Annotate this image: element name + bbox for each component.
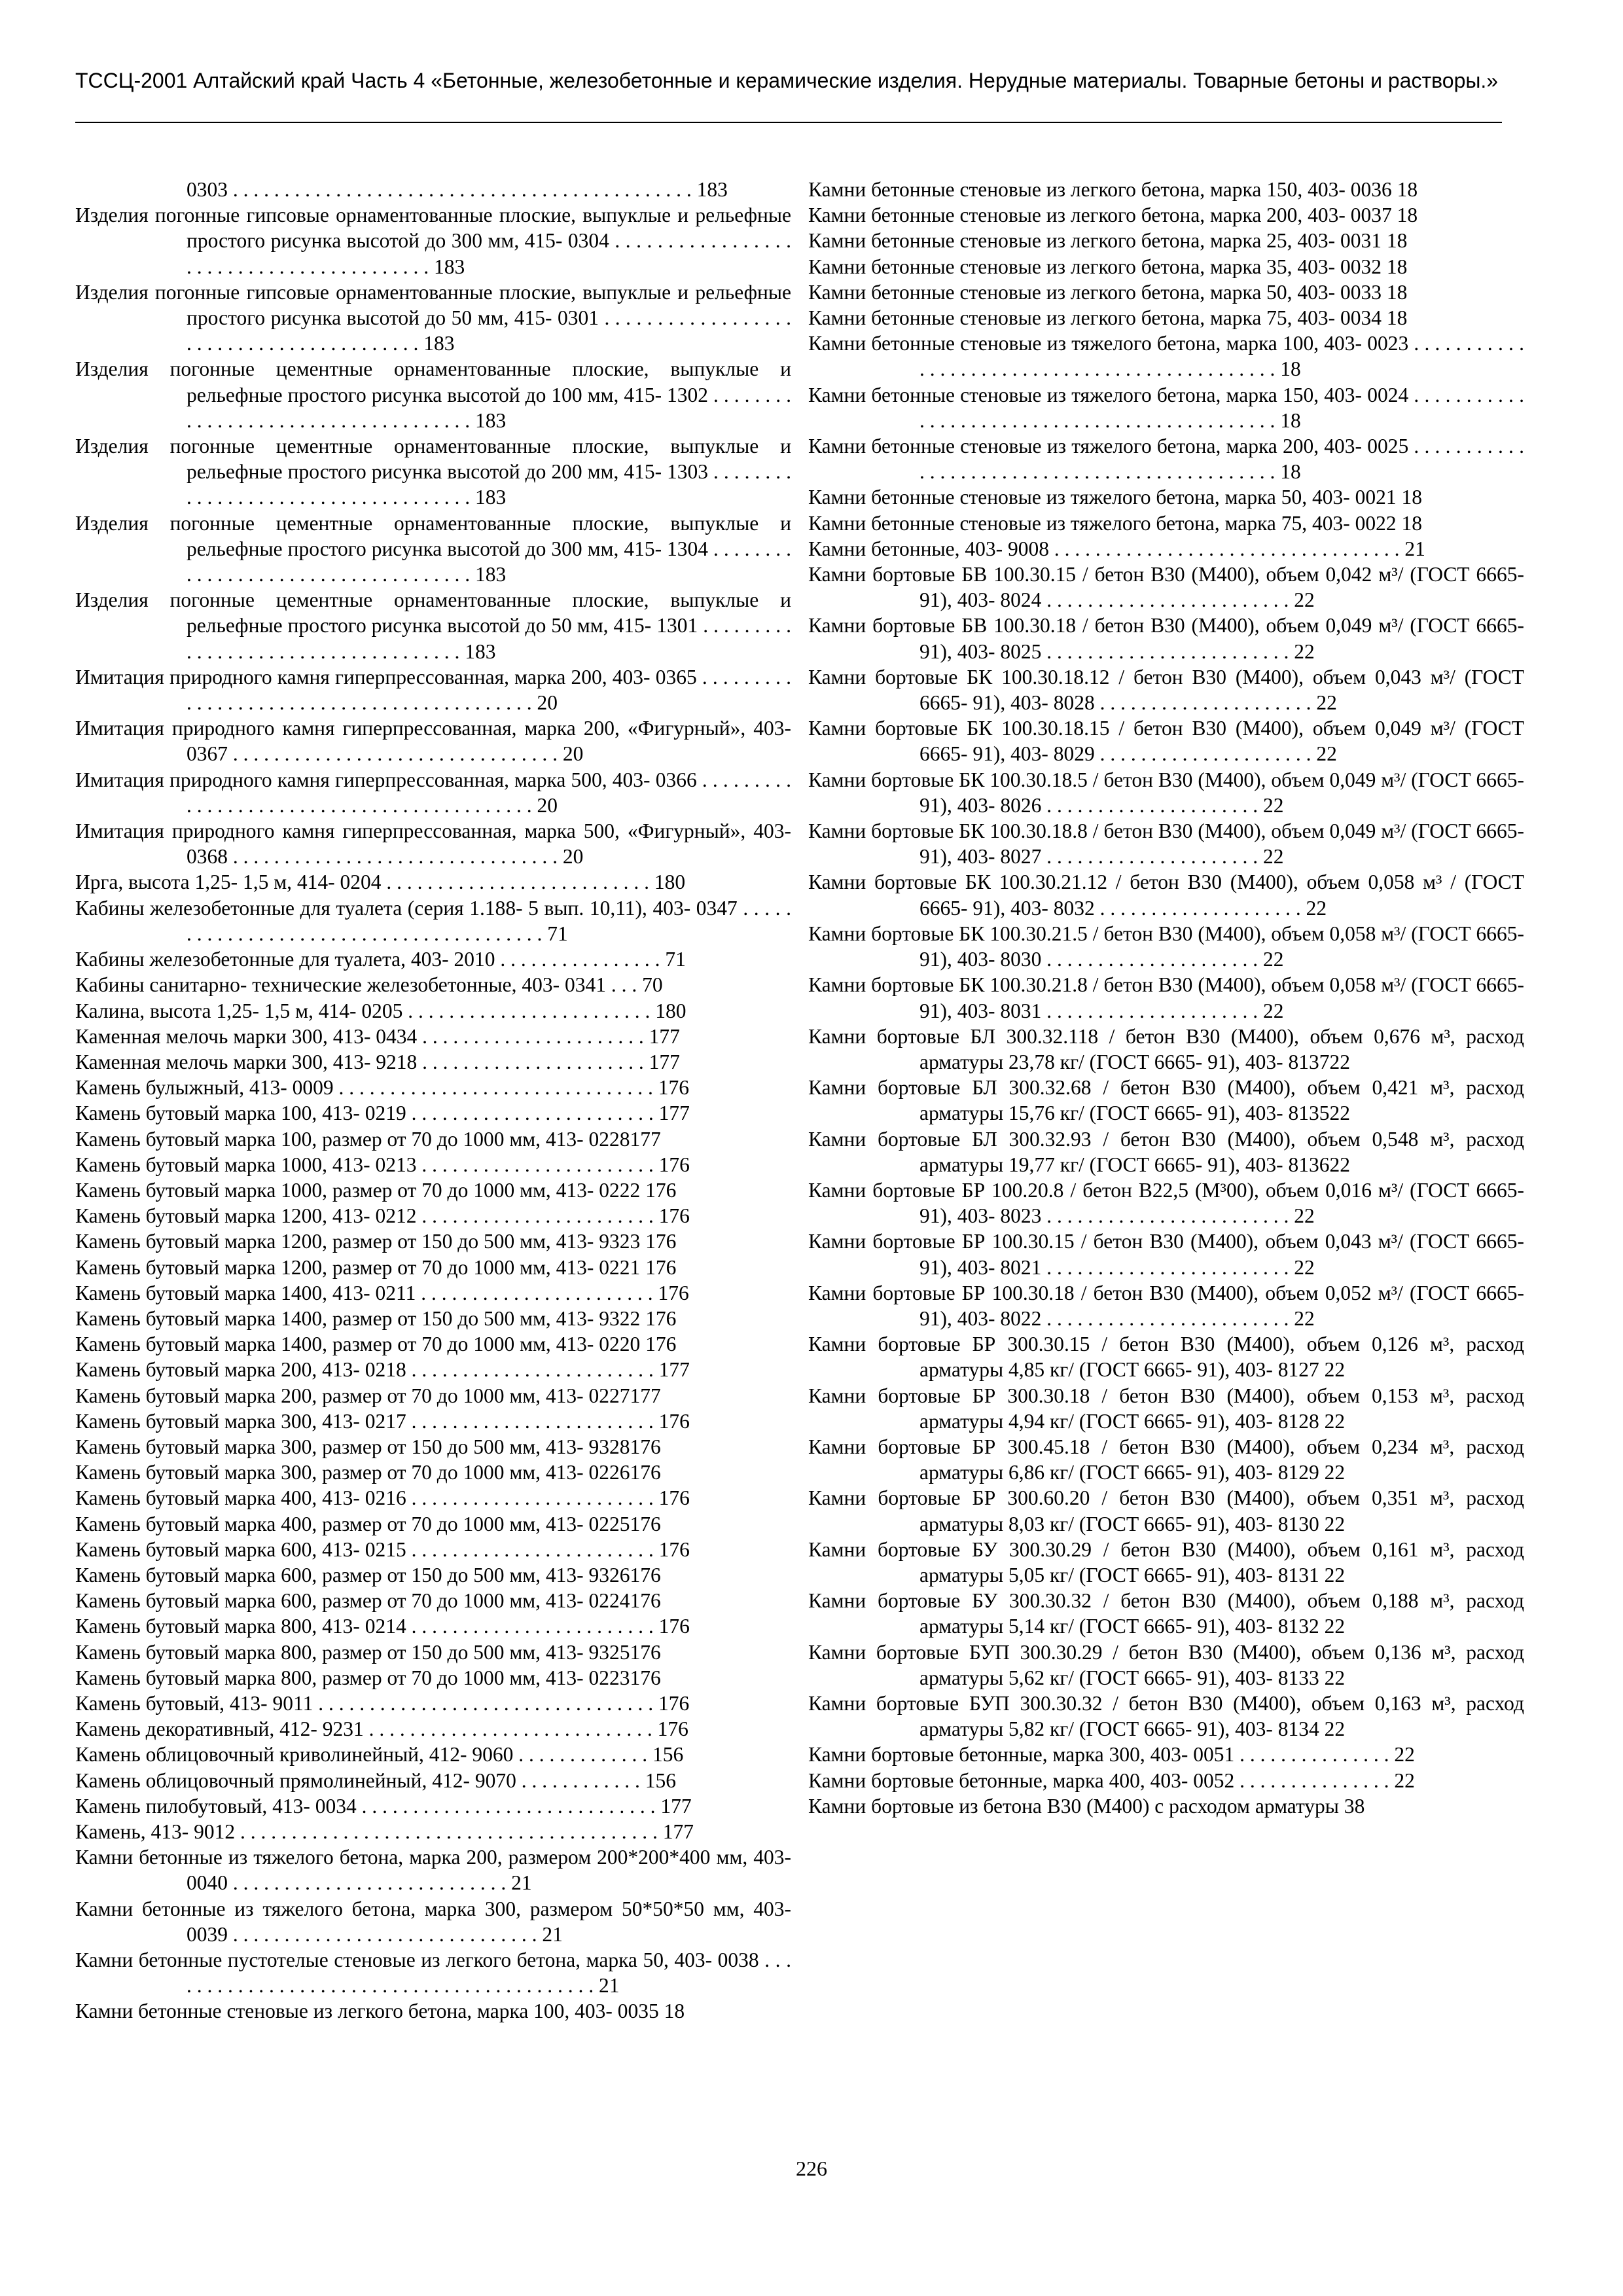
index-entry: Камень бутовый марка 1200, размер от 150 до 500 мм, 413- 9323 176 bbox=[75, 1230, 677, 1253]
index-entry: Камни бетонные стеновые из тяжелого бетона, марка 50, 403- 0021 18 bbox=[808, 486, 1422, 509]
index-entry: Изделия погонные гипсовые орнаментованные плоские, выпуклые и рельефные простого рисунка высотой до 50 мм, 415- 0301 . . . . . . . . . . . . . . . . . . . . . . . . . . . . . . . . . . . . . . . . . 183 bbox=[75, 280, 791, 355]
index-entry: Кабины санитарно- технические железобетонные, 403- 0341 . . . 70 bbox=[75, 973, 663, 997]
index-entry: Камень облицовочный прямолинейный, 412- 9070 . . . . . . . . . . . . 156 bbox=[75, 1768, 676, 1792]
index-entry: Камни бортовые БВ 100.30.18 / бетон В30 (М400), объем 0,049 м³/ (ГОСТ 6665- 91), 403- 8025 . . . . . . . . . . . . . . . . . . . . . . . . 22 bbox=[808, 614, 1524, 663]
index-entry: Камни бортовые БВ 100.30.15 / бетон В30 (М400), объем 0,042 м³/ (ГОСТ 6665- 91), 403- 8024 . . . . . . . . . . . . . . . . . . . . . . . . 22 bbox=[808, 563, 1524, 612]
index-entry: Камни бетонные стеновые из легкого бетона, марка 35, 403- 0032 18 bbox=[808, 255, 1408, 278]
index-entry: Камни бортовые БК 100.30.21.5 / бетон В30 (М400), объем 0,058 м³/ (ГОСТ 6665- 91), 403- 8030 . . . . . . . . . . . . . . . . . . . . . 22 bbox=[808, 922, 1524, 971]
index-column-right bbox=[808, 177, 1524, 1819]
index-entry: Камни бортовые БУП 300.30.29 / бетон В30 (М400), объем 0,136 м³, расход арматуры 5,62 кг/ (ГОСТ 6665- 91), 403- 8133 22 bbox=[808, 1640, 1524, 1689]
index-entry: Изделия погонные цементные орнаментованные плоские, выпуклые и рельефные простого рисунка высотой до 300 мм, 415- 1304 . . . . . . . . . . . . . . . . . . . . . . . . . . . . . . . . . . . . 183 bbox=[75, 511, 791, 586]
index-entry: Камни бетонные стеновые из тяжелого бетона, марка 200, 403- 0025 . . . . . . . . . . . . . . . . . . . . . . . . . . . . . . . . . . . . . . . . . . . . . . 18 bbox=[808, 435, 1524, 484]
index-entry: Калина, высота 1,25- 1,5 м, 414- 0205 . . . . . . . . . . . . . . . . . . . . . . . . 180 bbox=[75, 999, 687, 1022]
index-entry: Камень бутовый марка 600, 413- 0215 . . . . . . . . . . . . . . . . . . . . . . . . 176 bbox=[75, 1537, 690, 1561]
index-entry: Имитация природного камня гиперпрессованная, марка 500, 403- 0366 . . . . . . . . . . . . . . . . . . . . . . . . . . . . . . . . . . . . . . . . . . . 20 bbox=[75, 768, 791, 817]
index-entry: Изделия погонные цементные орнаментованные плоские, выпуклые и рельефные простого рисунка высотой до 100 мм, 415- 1302 . . . . . . . . . . . . . . . . . . . . . . . . . . . . . . . . . . . . 183 bbox=[75, 357, 791, 432]
index-entry: Камень бутовый марка 400, размер от 70 до 1000 мм, 413- 0225176 bbox=[75, 1512, 661, 1535]
page-number: 226 bbox=[796, 2157, 827, 2180]
index-entry: Камни бортовые бетонные, марка 400, 403- 0052 . . . . . . . . . . . . . . . 22 bbox=[808, 1768, 1415, 1792]
index-entry: Камни бетонные стеновые из тяжелого бетона, марка 75, 403- 0022 18 bbox=[808, 511, 1422, 535]
index-entry: Камни бетонные из тяжелого бетона, марка 300, размером 50*50*50 мм, 403- 0039 . . . . . . . . . . . . . . . . . . . . . . . . . . . . . . 21 bbox=[75, 1897, 791, 1946]
page-header: ТССЦ-2001 Алтайский край Часть 4 «Бетонные, железобетонные и керамические изделия. Нерудные материалы. Товарные бетоны и растворы.» bbox=[75, 69, 1499, 92]
index-entry: Камни бортовые из бетона В30 (М400) с расходом арматуры 38 bbox=[808, 1794, 1365, 1818]
index-entry: Камни бортовые БЛ 300.32.93 / бетон В30 (М400), объем 0,548 м³, расход арматуры 19,77 кг/ (ГОСТ 6665- 91), 403- 813622 bbox=[808, 1127, 1524, 1176]
index-entry: Камни бортовые БР 300.30.15 / бетон В30 (М400), объем 0,126 м³, расход арматуры 4,85 кг/ (ГОСТ 6665- 91), 403- 8127 22 bbox=[808, 1333, 1524, 1382]
index-entry: Камни бортовые БР 100.20.8 / бетон В22,5 (М³00), объем 0,016 м³/ (ГОСТ 6665- 91), 403- 8023 . . . . . . . . . . . . . . . . . . . . . . . . 22 bbox=[808, 1178, 1524, 1228]
index-entry: Камни бортовые БУП 300.30.32 / бетон В30 (М400), объем 0,163 м³, расход арматуры 5,82 кг/ (ГОСТ 6665- 91), 403- 8134 22 bbox=[808, 1691, 1524, 1741]
index-entry: Камни бетонные стеновые из тяжелого бетона, марка 150, 403- 0024 . . . . . . . . . . . . . . . . . . . . . . . . . . . . . . . . . . . . . . . . . . . . . . 18 bbox=[808, 383, 1524, 432]
index-entry: Камень облицовочный криволинейный, 412- 9060 . . . . . . . . . . . . . 156 bbox=[75, 1743, 684, 1767]
index-entry: Имитация природного камня гиперпрессованная, марка 200, 403- 0365 . . . . . . . . . . . . . . . . . . . . . . . . . . . . . . . . . . . . . . . . . . . 20 bbox=[75, 665, 791, 715]
index-entry: Камень бутовый марка 300, 413- 0217 . . . . . . . . . . . . . . . . . . . . . . . . 176 bbox=[75, 1409, 690, 1433]
index-entry: Камень бутовый марка 200, размер от 70 до 1000 мм, 413- 0227177 bbox=[75, 1384, 661, 1407]
index-entry: Камни бортовые бетонные, марка 300, 403- 0051 . . . . . . . . . . . . . . . 22 bbox=[808, 1743, 1415, 1767]
index-entry: Камни бортовые БУ 300.30.32 / бетон В30 (М400), объем 0,188 м³, расход арматуры 5,14 кг/ (ГОСТ 6665- 91), 403- 8132 22 bbox=[808, 1589, 1524, 1638]
index-entry: Камень бутовый марка 300, размер от 150 до 500 мм, 413- 9328176 bbox=[75, 1435, 661, 1458]
index-entry: Камни бетонные стеновые из легкого бетона, марка 25, 403- 0031 18 bbox=[808, 229, 1408, 253]
index-entry: Камни бетонные стеновые из легкого бетона, марка 75, 403- 0034 18 bbox=[808, 306, 1408, 330]
index-entry: Камни бортовые БЛ 300.32.68 / бетон В30 (М400), объем 0,421 м³, расход арматуры 15,76 кг/ (ГОСТ 6665- 91), 403- 813522 bbox=[808, 1076, 1524, 1125]
index-entry: Камень бутовый марка 200, 413- 0218 . . . . . . . . . . . . . . . . . . . . . . . . 177 bbox=[75, 1358, 690, 1382]
index-entry: Каменная мелочь марки 300, 413- 9218 . . . . . . . . . . . . . . . . . . . . . . 177 bbox=[75, 1050, 680, 1073]
index-entry: Камни бортовые БР 300.60.20 / бетон В30 (М400), объем 0,351 м³, расход арматуры 8,03 кг/ (ГОСТ 6665- 91), 403- 8130 22 bbox=[808, 1486, 1524, 1535]
index-entry: Камни бортовые БР 300.30.18 / бетон В30 (М400), объем 0,153 м³, расход арматуры 4,94 кг/ (ГОСТ 6665- 91), 403- 8128 22 bbox=[808, 1384, 1524, 1433]
index-entry: Камень, 413- 9012 . . . . . . . . . . . . . . . . . . . . . . . . . . . . . . . . . . . . . . . . . 177 bbox=[75, 1820, 694, 1843]
index-entry: Имитация природного камня гиперпрессованная, марка 200, «Фигурный», 403- 0367 . . . . . . . . . . . . . . . . . . . . . . . . . . . . . . . . 20 bbox=[75, 717, 791, 766]
index-entry: Камень бутовый марка 300, размер от 70 до 1000 мм, 413- 0226176 bbox=[75, 1461, 661, 1484]
index-entry: Изделия погонные гипсовые орнаментованные плоские, выпуклые и рельефные простого рисунка высотой до 300 мм, 415- 0304 . . . . . . . . . . . . . . . . . . . . . . . . . . . . . . . . . . . . . . . . . 183 bbox=[75, 204, 791, 278]
index-entry: Камень бутовый марка 1200, размер от 70 до 1000 мм, 413- 0221 176 bbox=[75, 1255, 677, 1279]
index-entry: Камни бортовые БУ 300.30.29 / бетон В30 (М400), объем 0,161 м³, расход арматуры 5,05 кг/ (ГОСТ 6665- 91), 403- 8131 22 bbox=[808, 1537, 1524, 1587]
index-entry: Имитация природного камня гиперпрессованная, марка 500, «Фигурный», 403- 0368 . . . . . . . . . . . . . . . . . . . . . . . . . . . . . . . . 20 bbox=[75, 819, 791, 869]
index-entry: Камень бутовый марка 1000, 413- 0213 . . . . . . . . . . . . . . . . . . . . . . . 176 bbox=[75, 1153, 690, 1176]
index-entry: Камень бутовый марка 1400, размер от 70 до 1000 мм, 413- 0220 176 bbox=[75, 1333, 677, 1356]
index-entry: Камень пилобутовый, 413- 0034 . . . . . . . . . . . . . . . . . . . . . . . . . . . . . 177 bbox=[75, 1794, 692, 1818]
index-entry: Камни бортовые БК 100.30.18.12 / бетон В30 (М400), объем 0,043 м³/ (ГОСТ 6665- 91), 403- 8028 . . . . . . . . . . . . . . . . . . . . . 22 bbox=[808, 665, 1524, 715]
index-entry: Камни бортовые БЛ 300.32.118 / бетон В30 (М400), объем 0,676 м³, расход арматуры 23,78 кг/ (ГОСТ 6665- 91), 403- 813722 bbox=[808, 1024, 1524, 1073]
index-entry: Камень бутовый марка 800, 413- 0214 . . . . . . . . . . . . . . . . . . . . . . . . 176 bbox=[75, 1615, 690, 1638]
index-entry: Камни бетонные стеновые из тяжелого бетона, марка 100, 403- 0023 . . . . . . . . . . . . . . . . . . . . . . . . . . . . . . . . . . . . . . . . . . . . . . 18 bbox=[808, 332, 1524, 381]
index-entry: Камень бутовый марка 100, 413- 0219 . . . . . . . . . . . . . . . . . . . . . . . . 177 bbox=[75, 1102, 690, 1125]
index-entry: Камни бетонные, 403- 9008 . . . . . . . . . . . . . . . . . . . . . . . . . . . . . . . . . . 21 bbox=[808, 537, 1425, 560]
index-entry: Кабины железобетонные для туалета (серия 1.188- 5 вып. 10,11), 403- 0347 . . . . . . . . . . . . . . . . . . . . . . . . . . . . . . . . . . . . . . . . 71 bbox=[75, 896, 791, 945]
index-entry: Каменная мелочь марки 300, 413- 0434 . . . . . . . . . . . . . . . . . . . . . . 177 bbox=[75, 1024, 680, 1048]
index-entry: Камни бортовые БР 100.30.18 / бетон В30 (М400), объем 0,052 м³/ (ГОСТ 6665- 91), 403- 8022 . . . . . . . . . . . . . . . . . . . . . . . . 22 bbox=[808, 1281, 1524, 1330]
index-entry: 0303 . . . . . . . . . . . . . . . . . . . . . . . . . . . . . . . . . . . . . . . . . . . . . 183 bbox=[187, 178, 728, 201]
index-entry: Камень бутовый марка 100, размер от 70 до 1000 мм, 413- 0228177 bbox=[75, 1127, 661, 1151]
index-entry: Камни бортовые БК 100.30.18.8 / бетон В30 (М400), объем 0,049 м³/ (ГОСТ 6665- 91), 403- 8027 . . . . . . . . . . . . . . . . . . . . . 22 bbox=[808, 819, 1524, 869]
index-entry: Камень бутовый марка 600, размер от 70 до 1000 мм, 413- 0224176 bbox=[75, 1589, 661, 1613]
index-entry: Камни бетонные из тяжелого бетона, марка 200, размером 200*200*400 мм, 403- 0040 . . . . . . . . . . . . . . . . . . . . . . . . . . . 21 bbox=[75, 1846, 791, 1895]
index-entry: Камни бортовые БК 100.30.21.8 / бетон В30 (М400), объем 0,058 м³/ (ГОСТ 6665- 91), 403- 8031 . . . . . . . . . . . . . . . . . . . . . 22 bbox=[808, 973, 1524, 1022]
index-entry: Изделия погонные цементные орнаментованные плоские, выпуклые и рельефные простого рисунка высотой до 50 мм, 415- 1301 . . . . . . . . . . . . . . . . . . . . . . . . . . . . . . . . . . . . 183 bbox=[75, 588, 791, 663]
index-entry: Камни бортовые БК 100.30.18.5 / бетон В30 (М400), объем 0,049 м³/ (ГОСТ 6665- 91), 403- 8026 . . . . . . . . . . . . . . . . . . . . . 22 bbox=[808, 768, 1524, 817]
index-entry: Камни бортовые БР 300.45.18 / бетон В30 (М400), объем 0,234 м³, расход арматуры 6,86 кг/ (ГОСТ 6665- 91), 403- 8129 22 bbox=[808, 1435, 1524, 1484]
index-entry: Камни бетонные стеновые из легкого бетона, марка 150, 403- 0036 18 bbox=[808, 178, 1418, 201]
index-entry: Камень бутовый марка 400, 413- 0216 . . . . . . . . . . . . . . . . . . . . . . . . 176 bbox=[75, 1486, 690, 1510]
index-entry: Камень бутовый, 413- 9011 . . . . . . . . . . . . . . . . . . . . . . . . . . . . . . . . . 176 bbox=[75, 1691, 690, 1715]
index-column-left bbox=[75, 177, 791, 2024]
index-entry: Камни бетонные стеновые из легкого бетона, марка 50, 403- 0033 18 bbox=[808, 280, 1408, 304]
index-entry: Кабины железобетонные для туалета, 403- 2010 . . . . . . . . . . . . . . . . 71 bbox=[75, 948, 686, 971]
index-entry: Камень бутовый марка 800, размер от 70 до 1000 мм, 413- 0223176 bbox=[75, 1666, 661, 1689]
index-entry: Камень бутовый марка 1400, 413- 0211 . . . . . . . . . . . . . . . . . . . . . . . 176 bbox=[75, 1281, 689, 1304]
index-entry: Камни бортовые БР 100.30.15 / бетон В30 (М400), объем 0,043 м³/ (ГОСТ 6665- 91), 403- 8021 . . . . . . . . . . . . . . . . . . . . . . . . 22 bbox=[808, 1230, 1524, 1279]
index-entry: Изделия погонные цементные орнаментованные плоские, выпуклые и рельефные простого рисунка высотой до 200 мм, 415- 1303 . . . . . . . . . . . . . . . . . . . . . . . . . . . . . . . . . . . . 183 bbox=[75, 435, 791, 509]
index-entry: Камень бутовый марка 800, размер от 150 до 500 мм, 413- 9325176 bbox=[75, 1640, 661, 1664]
index-entry: Камень булыжный, 413- 0009 . . . . . . . . . . . . . . . . . . . . . . . . . . . . . . . 176 bbox=[75, 1076, 690, 1100]
index-entry: Камень бутовый марка 1400, размер от 150 до 500 мм, 413- 9322 176 bbox=[75, 1306, 677, 1330]
index-entry: Камни бетонные стеновые из легкого бетона, марка 200, 403- 0037 18 bbox=[808, 204, 1418, 227]
index-entry: Камень бутовый марка 600, размер от 150 до 500 мм, 413- 9326176 bbox=[75, 1563, 661, 1587]
index-entry: Камень декоративный, 412- 9231 . . . . . . . . . . . . . . . . . . . . . . . . . . . . 176 bbox=[75, 1717, 688, 1741]
index-entry: Камень бутовый марка 1000, размер от 70 до 1000 мм, 413- 0222 176 bbox=[75, 1178, 677, 1202]
index-entry: Камни бетонные пустотелые стеновые из легкого бетона, марка 50, 403- 0038 . . . . . . . . . . . . . . . . . . . . . . . . . . . . . . . . . . . . . . . . . . . 21 bbox=[75, 1948, 791, 1998]
index-entry: Камни бетонные стеновые из легкого бетона, марка 100, 403- 0035 18 bbox=[75, 2000, 685, 2023]
index-entry: Ирга, высота 1,25- 1,5 м, 414- 0204 . . . . . . . . . . . . . . . . . . . . . . . . . . 180 bbox=[75, 870, 686, 894]
index-entry: Камни бортовые БК 100.30.18.15 / бетон В30 (М400), объем 0,049 м³/ (ГОСТ 6665- 91), 403- 8029 . . . . . . . . . . . . . . . . . . . . . 22 bbox=[808, 717, 1524, 766]
header-rule bbox=[75, 122, 1502, 123]
index-entry: Камни бортовые БК 100.30.21.12 / бетон В30 (М400), объем 0,058 м³ / (ГОСТ 6665- 91), 403- 8032 . . . . . . . . . . . . . . . . . . . . 22 bbox=[808, 870, 1524, 920]
index-entry: Камень бутовый марка 1200, 413- 0212 . . . . . . . . . . . . . . . . . . . . . . . 176 bbox=[75, 1204, 690, 1228]
